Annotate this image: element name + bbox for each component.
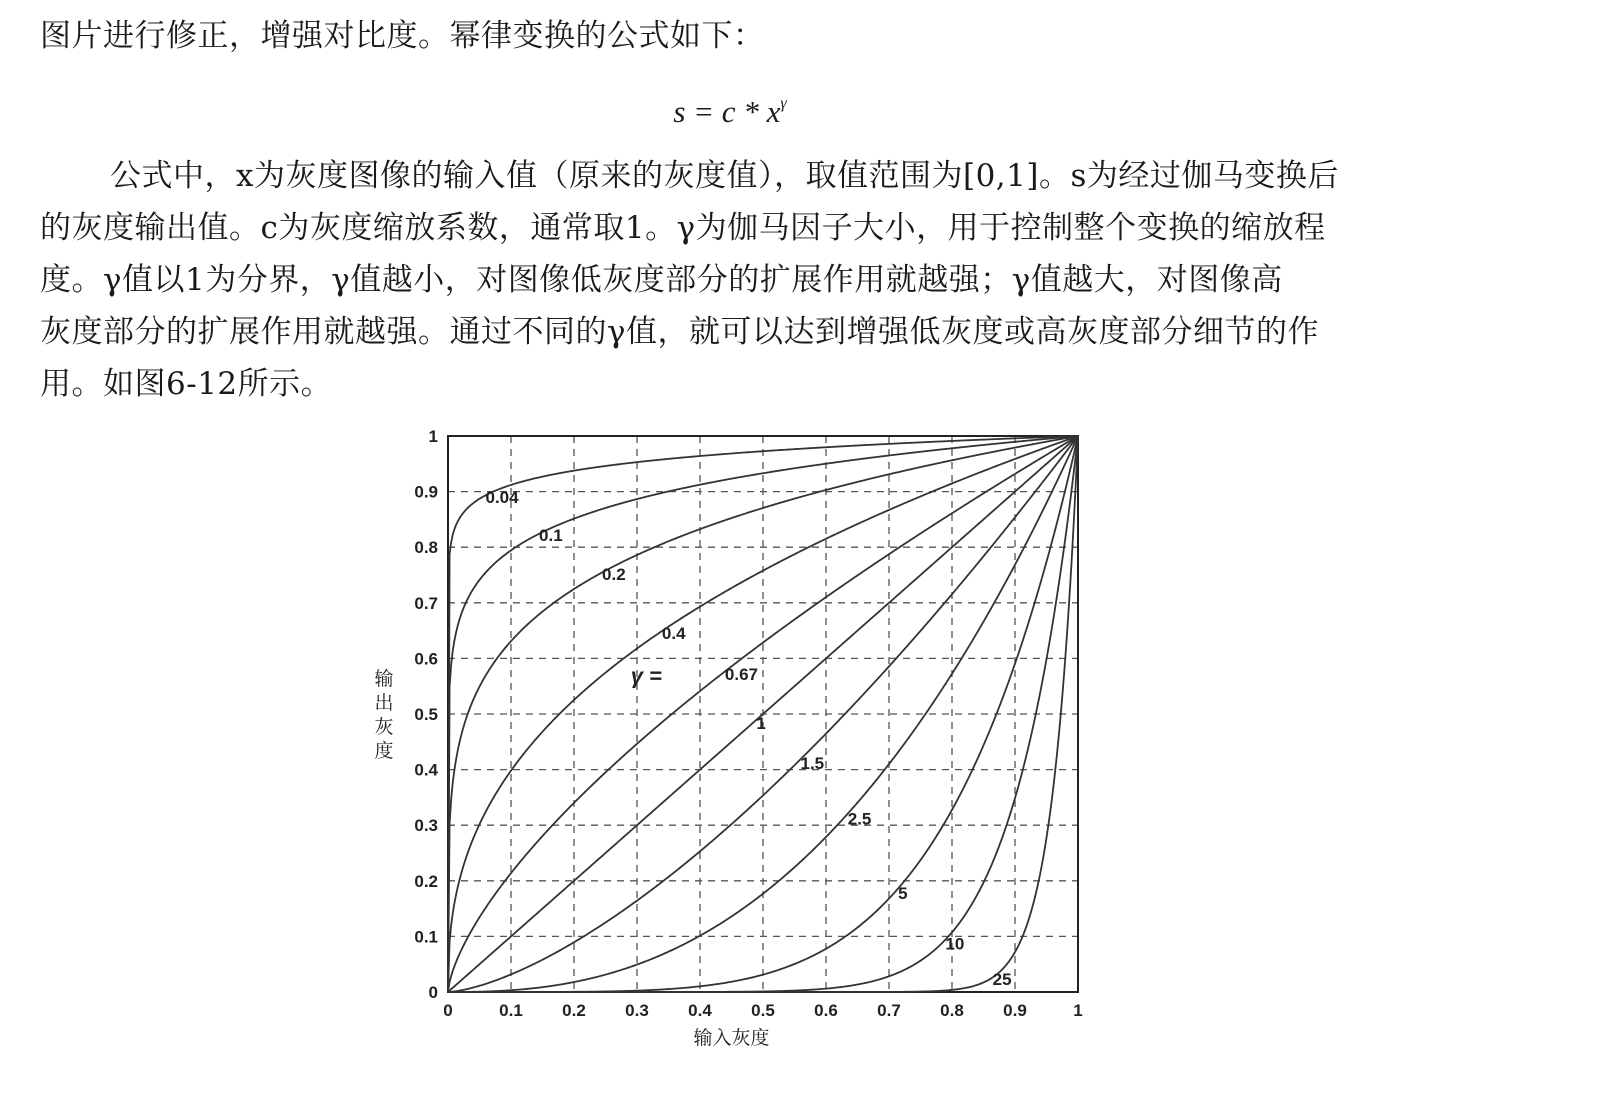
x-tick-label: 0.9	[1003, 1001, 1027, 1020]
curve-label-0.04: 0.04	[485, 487, 519, 507]
x-tick-label: 0.6	[814, 1001, 838, 1020]
y-tick-label: 1	[428, 427, 438, 446]
formula-base: s = c * x	[673, 94, 781, 129]
x-tick-label: 1	[1073, 1001, 1083, 1020]
x-tick-label: 0.4	[688, 1001, 712, 1020]
y-axis-label-char: 输	[374, 669, 394, 690]
chart-curve-labels	[486, 488, 1012, 989]
power-law-formula	[0, 82, 1460, 129]
y-tick-label: 0.6	[414, 649, 438, 669]
x-axis-label: 输入灰度	[693, 1028, 770, 1049]
chart-tick-labels	[414, 427, 1082, 1020]
explanation-line-4: 灰度部分的扩展作用就越强。通过不同的γ值，就可以达到增强低灰度或高灰度部分细节的作	[40, 314, 1320, 350]
y-tick-label: 0	[428, 983, 438, 1002]
y-axis-label-char: 灰	[374, 717, 394, 738]
explanation-line-5: 用。如图6-12所示。	[40, 366, 333, 402]
y-axis-label	[374, 668, 393, 762]
gamma-curves-figure	[360, 420, 1120, 1060]
y-tick-label: 0.7	[414, 593, 438, 613]
y-axis-label-char: 出	[374, 693, 394, 714]
curve-label-0.2: 0.2	[602, 564, 626, 584]
gamma-prefix-label: γ =	[630, 663, 662, 689]
x-tick-label: 0	[443, 1001, 453, 1020]
y-tick-label: 0.1	[414, 927, 438, 947]
y-tick-label: 0.5	[414, 705, 438, 724]
y-tick-label: 0.4	[414, 760, 438, 780]
y-axis-label-char: 度	[374, 741, 394, 762]
y-tick-label: 0.8	[414, 538, 438, 558]
y-tick-label: 0.3	[414, 816, 438, 836]
x-tick-label: 0.5	[751, 1001, 775, 1020]
curve-label-1.5: 1.5	[800, 754, 825, 774]
intro-line: 图片进行修正，增强对比度。幂律变换的公式如下：	[40, 18, 765, 54]
paragraph-intro	[40, 12, 1460, 60]
curve-label-25: 25	[992, 969, 1012, 989]
formula-exponent: γ	[780, 95, 787, 112]
paragraph-explanation	[40, 150, 1460, 410]
curve-label-2.5: 2.5	[847, 809, 872, 829]
x-tick-label: 0.3	[625, 1001, 649, 1020]
explanation-line-1: 公式中，x为灰度图像的输入值（原来的灰度值），取值范围为[0,1]。s为经过伽马变换后	[110, 158, 1339, 194]
y-tick-label: 0.2	[414, 871, 438, 891]
curve-label-5: 5	[898, 884, 908, 904]
x-tick-label: 0.1	[499, 1001, 523, 1020]
curve-label-0.67: 0.67	[724, 665, 758, 685]
curve-label-10: 10	[945, 934, 965, 954]
y-tick-label: 0.9	[414, 482, 438, 502]
gamma-chart	[360, 420, 1120, 1060]
x-tick-label: 0.2	[562, 1001, 586, 1020]
curve-label-0.4: 0.4	[661, 624, 686, 644]
x-tick-label: 0.8	[940, 1001, 964, 1020]
curve-label-0.1: 0.1	[539, 525, 563, 545]
explanation-line-3: 度。γ值以1为分界，γ值越小，对图像低灰度部分的扩展作用就越强；γ值越大，对图像高	[40, 262, 1283, 298]
explanation-line-2: 的灰度输出值。c为灰度缩放系数，通常取1。γ为伽马因子大小，用于控制整个变换的缩放程	[40, 210, 1326, 246]
curve-label-1: 1	[756, 714, 766, 734]
x-tick-label: 0.7	[877, 1001, 901, 1020]
